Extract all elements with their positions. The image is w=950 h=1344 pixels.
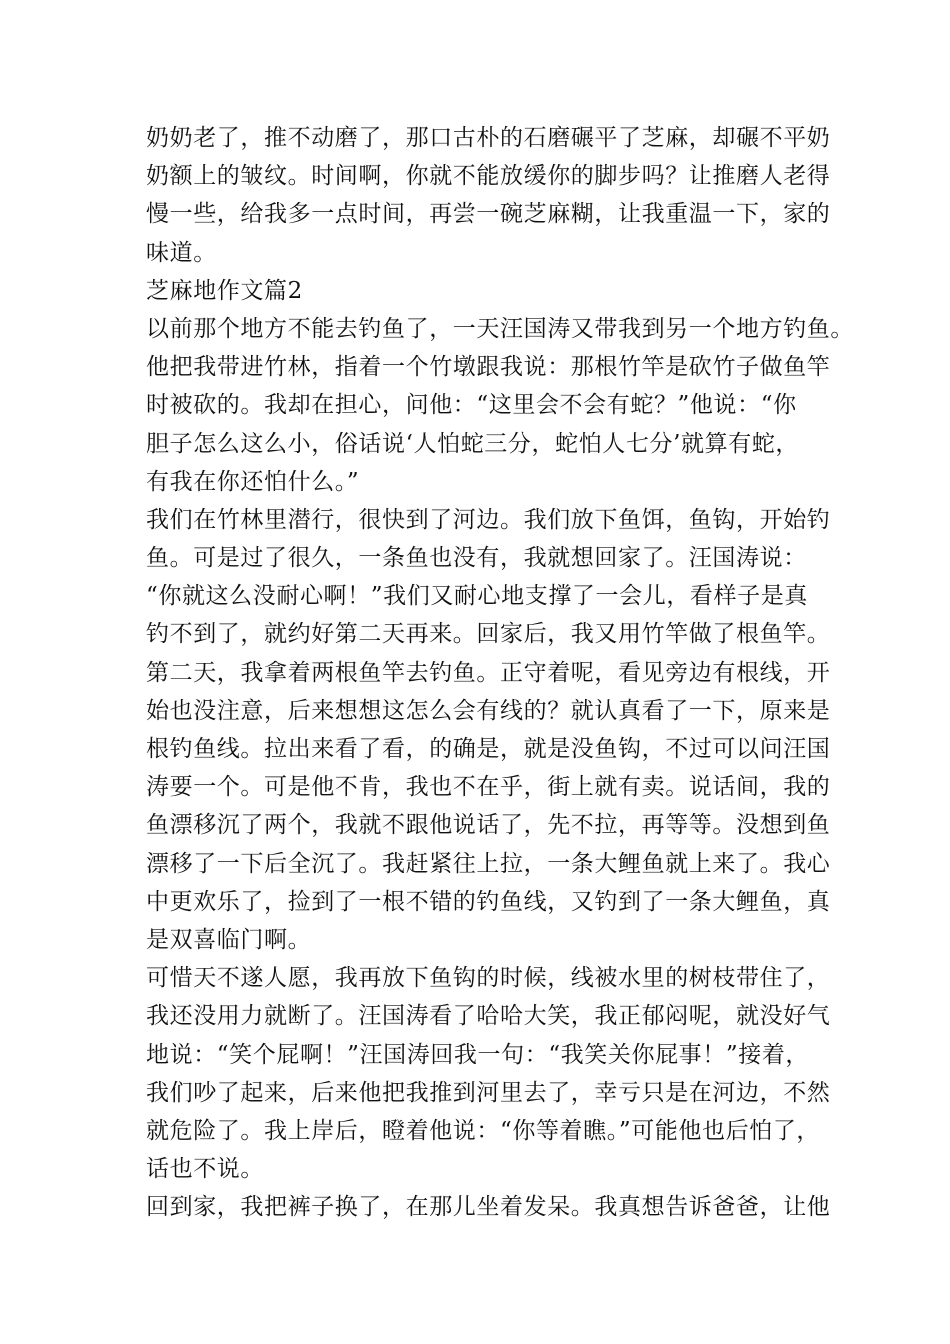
text-line: 根钓鱼线。拉出来看了看，的确是，就是没鱼钩，不过可以问汪国	[146, 736, 831, 762]
text-line: 回到家，我把裤子换了，在那儿坐着发呆。我真想告诉爸爸，让他	[146, 1194, 831, 1221]
text-line: 涛要一个。可是他不肯，我也不在乎，街上就有卖。说话间，我的	[146, 774, 831, 801]
text-line: 我还没用力就断了。汪国涛看了哈哈大笑，我正郁闷呢，就没好气	[146, 1003, 831, 1030]
text-line: 有我在你还怕什么。”	[146, 468, 360, 495]
text-line: 漂移了一下后全沉了。我赶紧往上拉，一条大鲤鱼就上来了。我心	[146, 850, 831, 877]
text-line: 时被砍的。我却在担心，问他：“这里会不会有蛇？”他说：“你	[146, 392, 797, 419]
text-line: 我们吵了起来，后来他把我推到河里去了，幸亏只是在河边，不然	[146, 1079, 831, 1106]
text-line: 胆子怎么这么小，俗话说‘人怕蛇三分，蛇怕人七分’就算有蛇，	[146, 430, 800, 457]
text-line: 我们在竹林里潜行，很快到了河边。我们放下鱼饵，鱼钩，开始钓	[146, 506, 831, 533]
text-line: 第二天，我拿着两根鱼竿去钓鱼。正守着呢，看见旁边有根线，开	[146, 659, 831, 686]
text-line: 就危险了。我上岸后，瞪着他说：“你等着瞧。”可能他也后怕了，	[146, 1117, 821, 1144]
text-line: 味道。	[146, 239, 217, 266]
text-line: 他把我带进竹林，指着一个竹墩跟我说：那根竹竿是砍竹子做鱼竿	[146, 354, 831, 381]
text-line: 可惜天不遂人愿，我再放下鱼钩的时候，线被水里的树枝带住了，	[146, 965, 831, 992]
text-line: 话也不说。	[146, 1156, 264, 1183]
text-line: 钓不到了，就约好第二天再来。回家后，我又用竹竿做了根鱼竿。	[146, 621, 831, 648]
section-heading: 芝麻地作文篇2	[146, 277, 303, 304]
text-line: 奶额上的皱纹。时间啊，你就不能放缓你的脚步吗？让推磨人老得	[146, 163, 831, 190]
text-line: 鱼漂移沉了两个，我就不跟他说话了，先不拉，再等等。没想到鱼	[146, 812, 831, 839]
text-line: 鱼。可是过了很久，一条鱼也没有，我就想回家了。汪国涛说：	[146, 545, 807, 572]
text-line: 始也没注意，后来想想这怎么会有线的？就认真看了一下，原来是	[146, 697, 831, 724]
document-body	[146, 119, 854, 1226]
text-line: 慢一些，给我多一点时间，再尝一碗芝麻糊，让我重温一下，家的	[146, 201, 831, 228]
text-line: 以前那个地方不能去钓鱼了，一天汪国涛又带我到另一个地方钓鱼。	[146, 315, 854, 342]
text-line: 地说：“笑个屁啊！”汪国涛回我一句：“我笑关你屁事！”接着，	[146, 1041, 810, 1068]
text-line: “你就这么没耐心啊！”我们又耐心地支撑了一会儿，看样子是真	[146, 583, 808, 610]
text-line: 中更欢乐了，捡到了一根不错的钓鱼线，又钓到了一条大鲤鱼，真	[146, 888, 831, 915]
text-line: 是双喜临门啊。	[146, 926, 312, 953]
text-line: 奶奶老了，推不动磨了，那口古朴的石磨碾平了芝麻，却碾不平奶	[146, 125, 831, 151]
